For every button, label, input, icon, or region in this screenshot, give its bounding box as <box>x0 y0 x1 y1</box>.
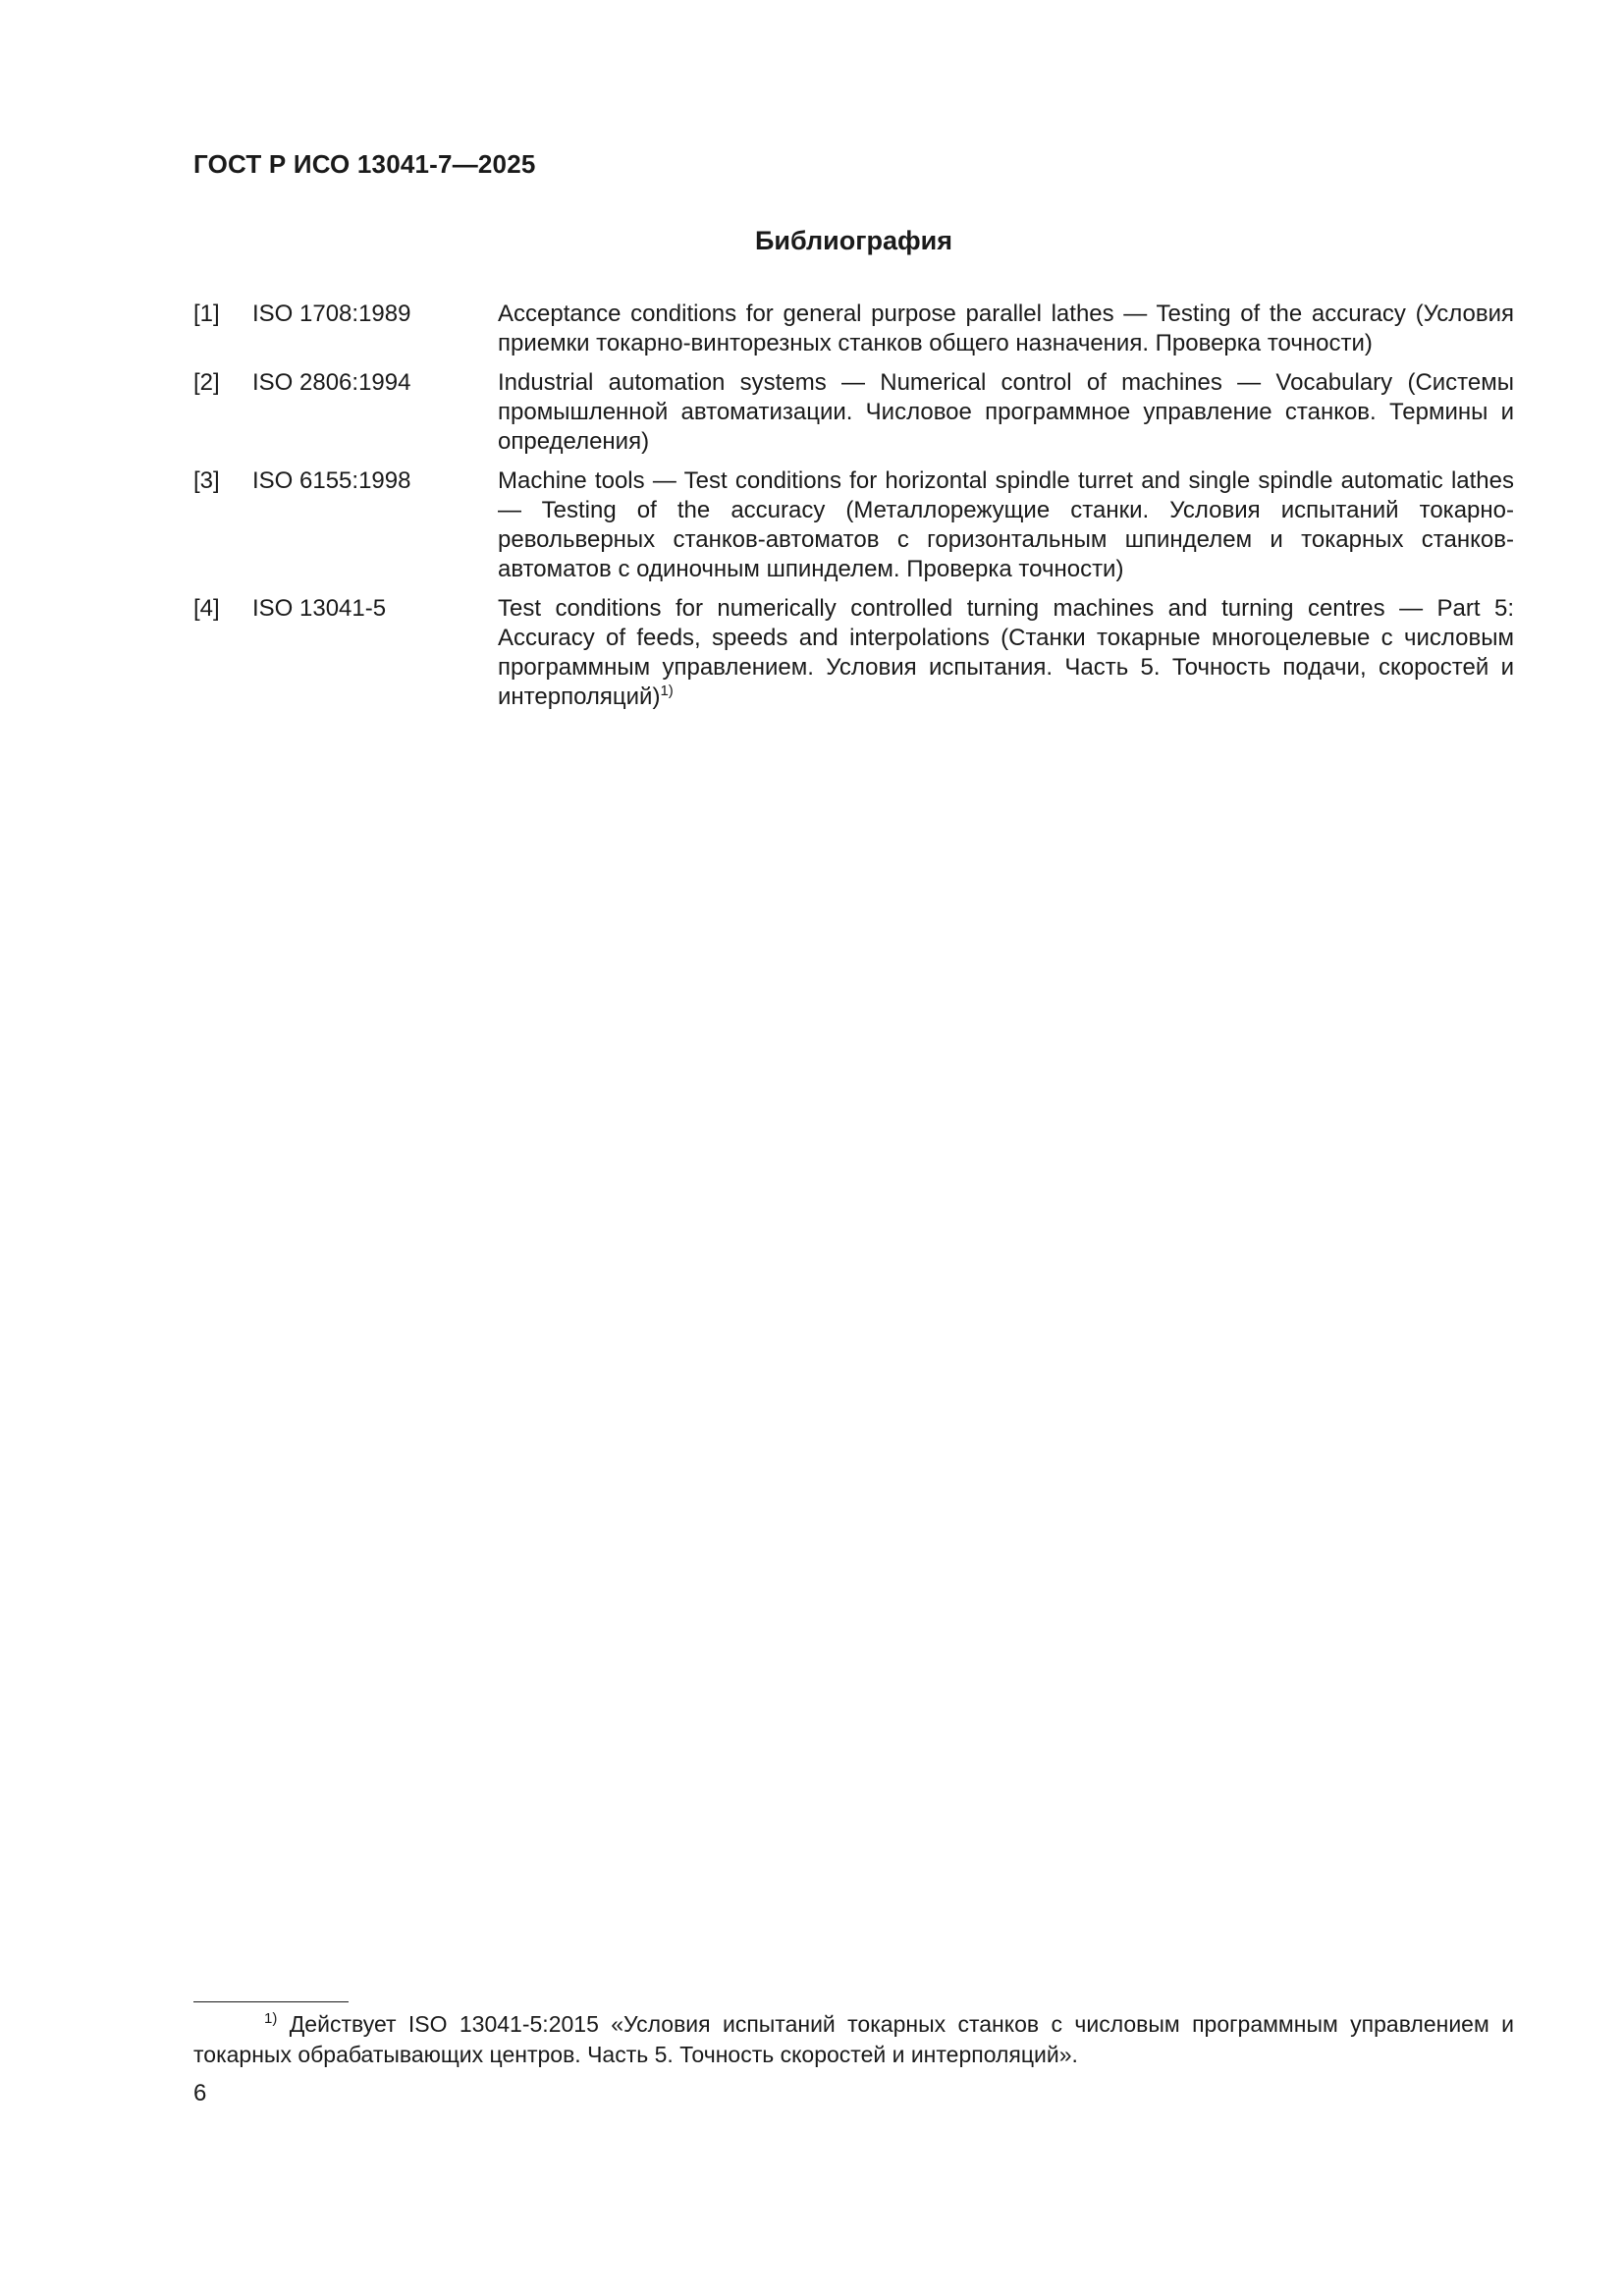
entry-description <box>498 368 1514 457</box>
footnote <box>193 2009 1514 2070</box>
bibliography-list <box>193 300 1514 722</box>
entry-text: Acceptance conditions for general purpose parallel lathes — Testing of the accuracy (Условия приемки токарно-винторезных станков общего назначения. Проверка точности) <box>498 301 1514 356</box>
entry-text: Test conditions for numerically controlled turning machines and turning centres — Part 5: Accuracy of feeds, speeds and interpolations (Станки токарные многоцелевые с числовым программным управлением. Условия испытания. Часть 5. Точность подачи, скоростей и интерполяций) <box>498 595 1514 710</box>
footnote-separator <box>193 2001 349 2002</box>
entry-number: [1] <box>193 301 220 327</box>
bibliography-entry <box>193 368 1514 457</box>
section-title: Библиография <box>755 226 952 255</box>
entry-standard-code: ISO 2806:1994 <box>252 369 411 396</box>
entry-text: Machine tools — Test conditions for horizontal spindle turret and single spindle automatic lathes — Testing of the accuracy (Металлорежущие станки. Условия испытаний токарно-револьверных станков-автоматов с горизонтальным шпинделем и токарных станков-автоматов с одиночным шпинделем. Проверка точности) <box>498 467 1514 582</box>
footnote-marker: 1) <box>264 2010 278 2027</box>
entry-number: [4] <box>193 595 220 622</box>
footnote-text: Действует ISO 13041-5:2015 «Условия испытаний токарных станков с числовым программным управлением и токарных обрабатывающих центров. Часть 5. Точность скоростей и интерполяций». <box>193 2011 1514 2067</box>
bibliography-entry <box>193 300 1514 358</box>
entry-description <box>498 300 1514 358</box>
footnote-reference[interactable]: 1) <box>660 683 674 699</box>
entry-description <box>498 594 1514 712</box>
document-header: ГОСТ Р ИСО 13041-7—2025 <box>193 149 536 179</box>
entry-number: [3] <box>193 467 220 494</box>
entry-number: [2] <box>193 369 220 396</box>
entry-text: Industrial automation systems — Numerical control of machines — Vocabulary (Системы промышленной автоматизации. Числовое программное управление станков. Термины и определения) <box>498 369 1514 455</box>
entry-standard-code: ISO 6155:1998 <box>252 467 411 494</box>
entry-standard-code: ISO 13041-5 <box>252 595 387 622</box>
bibliography-entry <box>193 466 1514 584</box>
entry-description <box>498 466 1514 584</box>
bibliography-entry <box>193 594 1514 712</box>
entry-standard-code: ISO 1708:1989 <box>252 301 411 327</box>
page-number: 6 <box>193 2080 207 2106</box>
